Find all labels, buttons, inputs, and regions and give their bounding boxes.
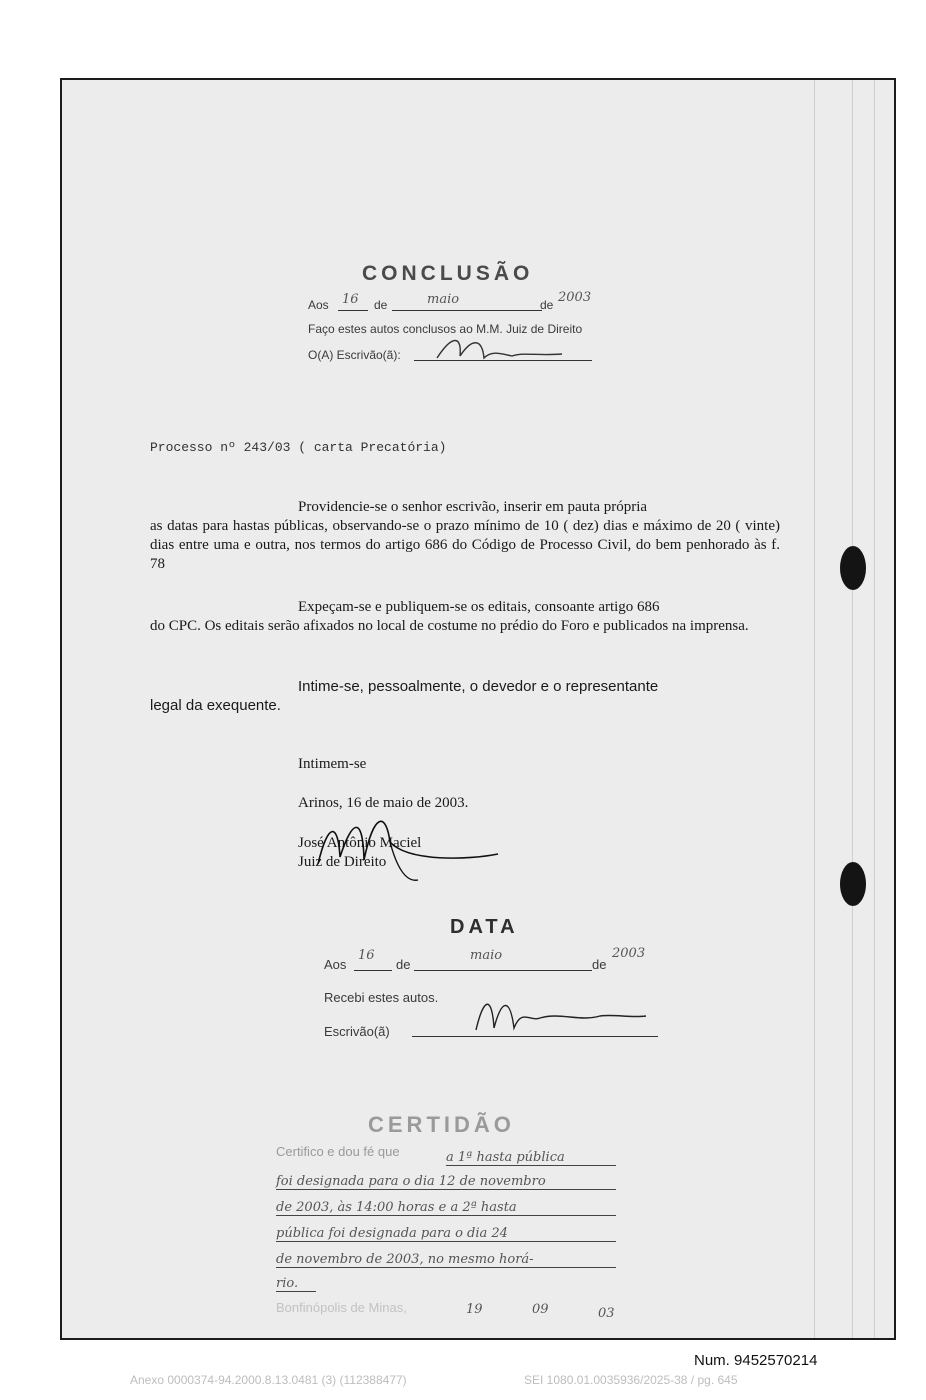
conclusao-de-label: de (540, 298, 554, 312)
certidao-intro: Certifico e dou fé que (276, 1144, 400, 1159)
paragraph-2-first-line: Expeçam-se e publiquem-se os editais, consoante artigo 686 (298, 599, 660, 615)
conclusao-hand-year: 2003 (558, 290, 592, 305)
conclusao-aos-label: Aos (308, 298, 329, 312)
certidao-hand-line: de 2003, às 14:00 horas e a 2ª hasta (276, 1200, 616, 1216)
paragraph-1-body: as datas para hastas públicas, observando-se o prazo mínimo de 10 ( dez) dias e máximo de 20 ( vinte) dias entre uma e outra, nos termos do artigo 686 do Código de Processo Civil, do bem penhorado às f. 78 (150, 518, 780, 572)
certidao-hand-line: a 1ª hasta pública (446, 1150, 616, 1166)
certidao-hand-line: pública foi designada para o dia 24 (276, 1226, 616, 1242)
judge-title: Juiz de Direito (298, 854, 387, 870)
blank-line (392, 310, 542, 311)
judge-signature (298, 802, 518, 892)
blank-line (354, 970, 392, 971)
conclusao-title: CONCLUSÃO (362, 262, 534, 285)
page-edge-line (814, 80, 815, 1338)
punch-hole (840, 862, 866, 906)
certidao-title: CERTIDÃO (368, 1112, 515, 1137)
certidao-hand-line: rio. (276, 1276, 316, 1292)
certidao-date-month: 09 (532, 1302, 549, 1317)
blank-line (414, 970, 592, 971)
place-date: Arinos, 16 de maio de 2003. (298, 795, 469, 811)
scanned-page (60, 78, 896, 1340)
certidao-hand-line: foi designada para o dia 12 de novembro (276, 1174, 616, 1190)
data-aos-label: Aos (324, 957, 347, 972)
data-hand-year: 2003 (612, 946, 646, 961)
paragraph-1-first-line: Providencie-se o senhor escrivão, inserir em pauta própria (298, 499, 648, 515)
processo-line: Processo nº 243/03 ( carta Precatória) (150, 440, 447, 455)
data-signature (470, 992, 650, 1038)
footer-anexo: Anexo 0000374-94.2000.8.13.0481 (3) (112388477) (130, 1373, 407, 1387)
data-de-label: de (396, 957, 411, 972)
conclusao-escrivao-label: O(A) Escrivão(ã): (308, 348, 401, 362)
certidao-date-day: 19 (466, 1302, 483, 1317)
page-edge-line (874, 80, 875, 1338)
certidao-place: Bonfinópolis de Minas, (276, 1300, 407, 1315)
data-title: DATA (450, 916, 519, 938)
certidao-date-year: 03 (598, 1306, 615, 1321)
document-number: Num. 9452570214 (694, 1352, 818, 1369)
paragraph-3-first-line: Intime-se, pessoalmente, o devedor e o representante (298, 678, 659, 695)
punch-hole (840, 546, 866, 590)
judge-name: José Antônio Maciel (298, 835, 422, 851)
paragraph-3-body: legal da exequente. (150, 697, 281, 714)
conclusao-hand-month: maio (427, 292, 460, 307)
intimem-se: Intimem-se (298, 756, 367, 772)
footer-sei: SEI 1080.01.0035936/2025-38 / pg. 645 (524, 1373, 738, 1387)
blank-line (338, 310, 368, 311)
data-hand-month: maio (470, 948, 503, 963)
conclusao-line: Faço estes autos conclusos ao M.M. Juiz de Direito (308, 322, 583, 336)
data-recebi: Recebi estes autos. (324, 990, 439, 1005)
paragraph-2-body: do CPC. Os editais serão afixados no local de costume no prédio do Foro e publicados na imprensa. (150, 618, 749, 634)
page-edge-line (852, 80, 853, 1338)
data-escrivao-label: Escrivão(ã) (324, 1024, 390, 1039)
escrivao-signature (432, 330, 572, 366)
conclusao-de-label: de (374, 298, 388, 312)
certidao-hand-line: de novembro de 2003, no mesmo horá- (276, 1252, 616, 1268)
data-hand-day: 16 (358, 948, 375, 963)
conclusao-hand-day: 16 (342, 292, 359, 307)
data-de-label: de (592, 957, 607, 972)
